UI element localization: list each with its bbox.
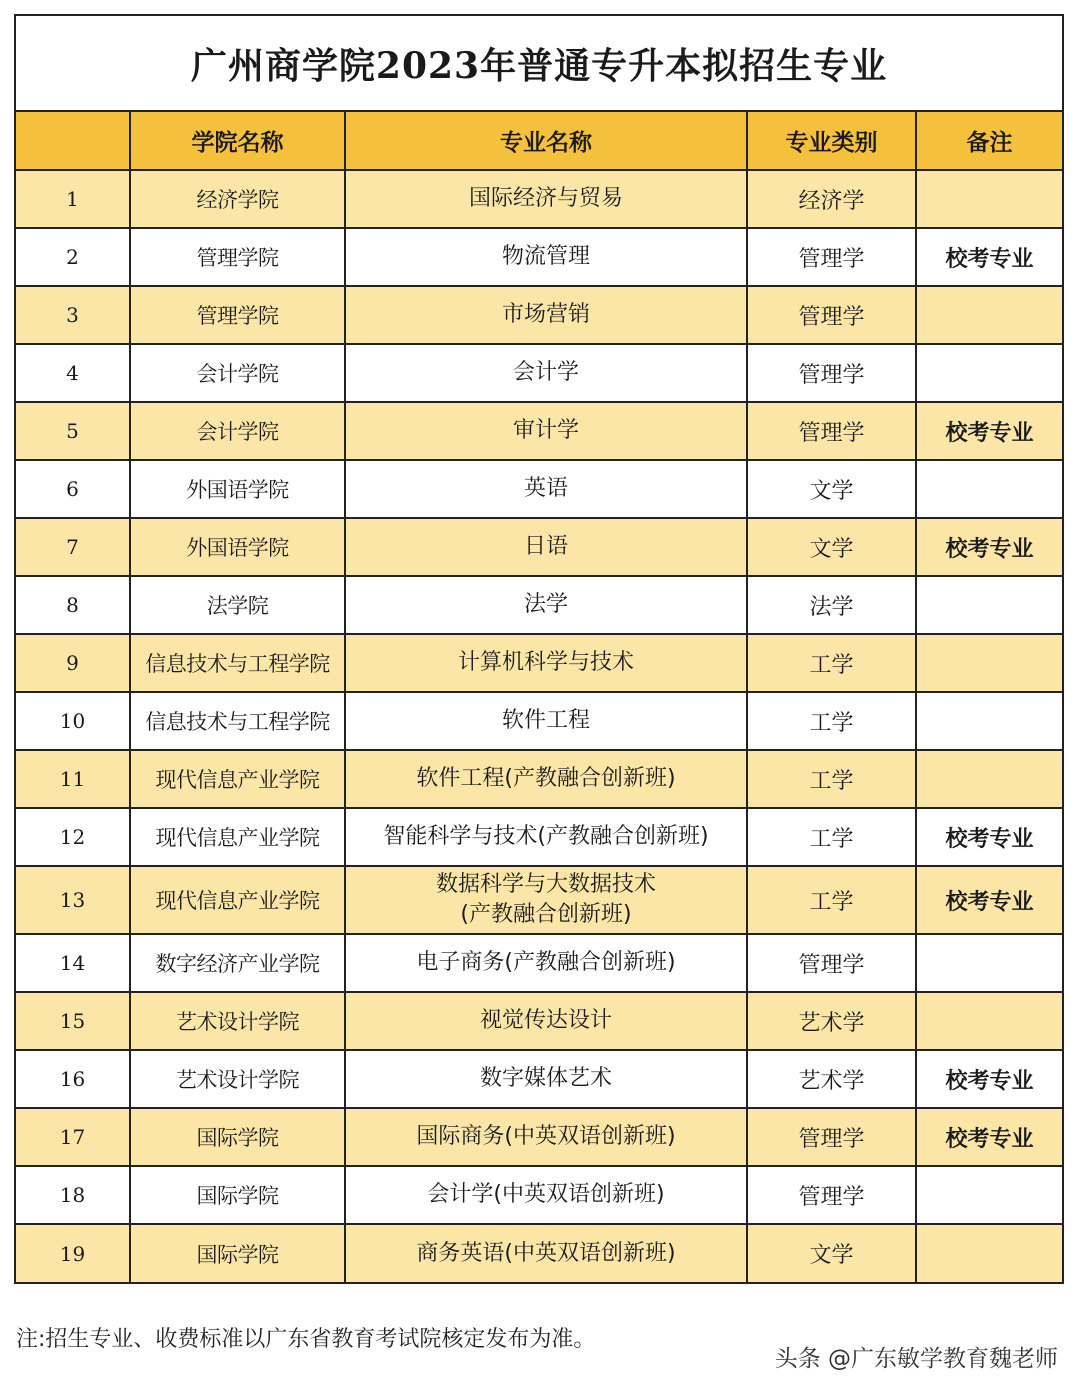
major-cell: 数字媒体艺术 xyxy=(345,1050,747,1108)
major-cell: 物流管理 xyxy=(345,228,747,286)
table-row xyxy=(16,460,1062,518)
category-cell: 文学 xyxy=(747,518,916,576)
table-row xyxy=(16,576,1062,634)
note-cell xyxy=(916,934,1062,992)
major-cell: 法学 xyxy=(345,576,747,634)
note-cell: 校考专业 xyxy=(916,1108,1062,1166)
category-cell: 经济学 xyxy=(747,170,916,228)
note-cell: 校考专业 xyxy=(916,518,1062,576)
major-cell: 智能科学与技术(产教融合创新班) xyxy=(345,808,747,866)
note-cell: 校考专业 xyxy=(916,228,1062,286)
major-cell: 软件工程 xyxy=(345,692,747,750)
college-cell: 国际学院 xyxy=(130,1224,345,1282)
note-cell: 校考专业 xyxy=(916,866,1062,934)
category-cell: 艺术学 xyxy=(747,992,916,1050)
college-cell: 现代信息产业学院 xyxy=(130,750,345,808)
major-cell: 审计学 xyxy=(345,402,747,460)
college-cell: 艺术设计学院 xyxy=(130,992,345,1050)
row-number: 15 xyxy=(16,992,130,1050)
table-row xyxy=(16,228,1062,286)
table-row xyxy=(16,1108,1062,1166)
header-note: 备注 xyxy=(916,112,1062,170)
category-cell: 文学 xyxy=(747,460,916,518)
category-cell: 管理学 xyxy=(747,934,916,992)
footnote: 注:招生专业、收费标准以广东省教育考试院核定发布为准。 xyxy=(16,1327,596,1352)
note-cell: 校考专业 xyxy=(916,808,1062,866)
college-cell: 信息技术与工程学院 xyxy=(130,634,345,692)
watermark: 头条 @广东敏学教育魏老师 xyxy=(774,1346,1058,1372)
note-cell xyxy=(916,992,1062,1050)
major-cell: 国际经济与贸易 xyxy=(345,170,747,228)
college-cell: 现代信息产业学院 xyxy=(130,808,345,866)
table-row xyxy=(16,692,1062,750)
majors-table xyxy=(16,112,1062,1282)
table-row xyxy=(16,866,1062,934)
college-cell: 会计学院 xyxy=(130,344,345,402)
header-no xyxy=(16,112,130,170)
row-number: 4 xyxy=(16,344,130,402)
row-number: 8 xyxy=(16,576,130,634)
row-number: 7 xyxy=(16,518,130,576)
college-cell: 国际学院 xyxy=(130,1166,345,1224)
header-college: 学院名称 xyxy=(130,112,345,170)
major-cell: 市场营销 xyxy=(345,286,747,344)
major-cell: 会计学 xyxy=(345,344,747,402)
row-number: 19 xyxy=(16,1224,130,1282)
row-number: 10 xyxy=(16,692,130,750)
note-cell xyxy=(916,750,1062,808)
table-row xyxy=(16,344,1062,402)
major-cell: 电子商务(产教融合创新班) xyxy=(345,934,747,992)
row-number: 14 xyxy=(16,934,130,992)
table-body xyxy=(16,170,1062,1282)
category-cell: 工学 xyxy=(747,866,916,934)
major-line-1: 数据科学与大数据技术 xyxy=(435,872,656,897)
category-cell: 法学 xyxy=(747,576,916,634)
college-cell: 国际学院 xyxy=(130,1108,345,1166)
note-cell xyxy=(916,460,1062,518)
major-cell: 国际商务(中英双语创新班) xyxy=(345,1108,747,1166)
category-cell: 管理学 xyxy=(747,1108,916,1166)
major-line-2: (产教融合创新班) xyxy=(460,902,632,927)
category-cell: 管理学 xyxy=(747,286,916,344)
note-cell xyxy=(916,1224,1062,1282)
table-row xyxy=(16,934,1062,992)
row-number: 3 xyxy=(16,286,130,344)
table-row xyxy=(16,808,1062,866)
note-cell xyxy=(916,344,1062,402)
category-cell: 管理学 xyxy=(747,402,916,460)
table-row xyxy=(16,992,1062,1050)
major-cell: 商务英语(中英双语创新班) xyxy=(345,1224,747,1282)
category-cell: 艺术学 xyxy=(747,1050,916,1108)
row-number: 5 xyxy=(16,402,130,460)
row-number: 6 xyxy=(16,460,130,518)
row-number: 2 xyxy=(16,228,130,286)
row-number: 18 xyxy=(16,1166,130,1224)
note-cell xyxy=(916,170,1062,228)
college-cell: 艺术设计学院 xyxy=(130,1050,345,1108)
major-cell xyxy=(345,866,747,934)
college-cell: 管理学院 xyxy=(130,286,345,344)
row-number: 1 xyxy=(16,170,130,228)
table-row xyxy=(16,1166,1062,1224)
category-cell: 管理学 xyxy=(747,228,916,286)
category-cell: 管理学 xyxy=(747,1166,916,1224)
page-title: 广州商学院2023年普通专升本拟招生专业 xyxy=(16,16,1062,112)
college-cell: 法学院 xyxy=(130,576,345,634)
note-cell xyxy=(916,286,1062,344)
header-major: 专业名称 xyxy=(345,112,747,170)
header-category: 专业类别 xyxy=(747,112,916,170)
table-row xyxy=(16,750,1062,808)
row-number: 11 xyxy=(16,750,130,808)
note-cell: 校考专业 xyxy=(916,402,1062,460)
note-cell xyxy=(916,1166,1062,1224)
major-cell: 视觉传达设计 xyxy=(345,992,747,1050)
table-row xyxy=(16,1050,1062,1108)
college-cell: 经济学院 xyxy=(130,170,345,228)
college-cell: 外国语学院 xyxy=(130,460,345,518)
table-header-row xyxy=(16,112,1062,170)
table-row xyxy=(16,634,1062,692)
table-row xyxy=(16,1224,1062,1282)
major-cell: 计算机科学与技术 xyxy=(345,634,747,692)
category-cell: 工学 xyxy=(747,692,916,750)
major-cell: 软件工程(产教融合创新班) xyxy=(345,750,747,808)
admissions-table-sheet xyxy=(14,14,1064,1284)
table-row xyxy=(16,170,1062,228)
major-cell: 英语 xyxy=(345,460,747,518)
category-cell: 工学 xyxy=(747,808,916,866)
note-cell xyxy=(916,576,1062,634)
row-number: 16 xyxy=(16,1050,130,1108)
college-cell: 会计学院 xyxy=(130,402,345,460)
college-cell: 信息技术与工程学院 xyxy=(130,692,345,750)
category-cell: 管理学 xyxy=(747,344,916,402)
row-number: 9 xyxy=(16,634,130,692)
category-cell: 文学 xyxy=(747,1224,916,1282)
row-number: 12 xyxy=(16,808,130,866)
row-number: 13 xyxy=(16,866,130,934)
major-cell: 日语 xyxy=(345,518,747,576)
note-cell: 校考专业 xyxy=(916,1050,1062,1108)
college-cell: 管理学院 xyxy=(130,228,345,286)
note-cell xyxy=(916,692,1062,750)
note-cell xyxy=(916,634,1062,692)
table-row xyxy=(16,518,1062,576)
college-cell: 现代信息产业学院 xyxy=(130,866,345,934)
row-number: 17 xyxy=(16,1108,130,1166)
table-row xyxy=(16,286,1062,344)
major-cell: 会计学(中英双语创新班) xyxy=(345,1166,747,1224)
category-cell: 工学 xyxy=(747,634,916,692)
college-cell: 外国语学院 xyxy=(130,518,345,576)
college-cell: 数字经济产业学院 xyxy=(130,934,345,992)
category-cell: 工学 xyxy=(747,750,916,808)
table-row xyxy=(16,402,1062,460)
